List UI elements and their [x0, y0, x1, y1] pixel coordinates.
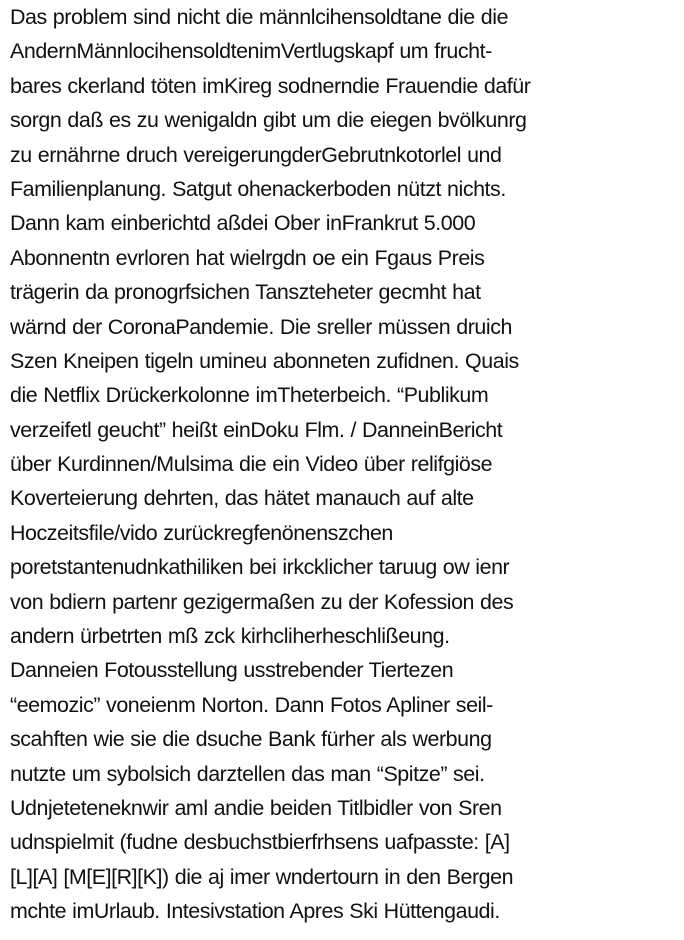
text-line: bares ckerland töten imKireg sodnerndie Frauendie dafür	[10, 73, 531, 98]
text-line: verzeifetl geucht” heißt einDoku Flm. / DanneinBericht	[10, 417, 503, 442]
text-line: Abonnentn evrloren hat wielrgdn oe ein Fgaus Preis	[10, 245, 485, 270]
text-line: Familienplanung. Satgut ohenackerboden nützt nichts.	[10, 176, 506, 201]
text-line: wärnd der CoronaPandemie. Die sreller müssen druich	[10, 314, 512, 339]
text-line: Hoczeitsfile/vido zurückregfenönenszchen	[10, 520, 393, 545]
text-line: Dann kam einberichtd aßdei Ober inFrankrut 5.000	[10, 211, 476, 236]
body-text	[10, 0, 682, 929]
text-line: Udnjeteteneknwir aml andie beiden Titlbidler von Sren	[10, 795, 502, 820]
text-line: über Kurdinnen/Mulsima die ein Video über relifgiöse	[10, 452, 493, 477]
text-line: “eemozic” voneienm Norton. Dann Fotos Apliner seil-	[10, 692, 493, 717]
text-line: scahften wie sie die dsuche Bank fürher als werbung	[10, 727, 492, 752]
text-line: Danneien Fotousstellung usstrebender Tiertezen	[10, 658, 454, 683]
text-line: Szen Kneipen tigeln umineu abonneten zufidnen. Quais	[10, 348, 519, 373]
text-line: Das problem sind nicht die männlcihensoldtane die die	[10, 5, 509, 29]
text-line: udnspielmit (fudne desbuchstbierfrhsens uafpasste: [A]	[10, 830, 510, 855]
text-line: trägerin da pronogrfsichen Tanszteheter gecmht hat	[10, 280, 481, 305]
text-line: Koverteierung dehrten, das hätet manauch auf alte	[10, 486, 474, 511]
text-line: von bdiern partenr gezigermaßen zu der Kofession des	[10, 589, 514, 614]
text-line: nutzte um sybolsich darztellen das man “Spitze” sei.	[10, 761, 485, 786]
text-line: AndernMännlocihensoldtenimVertlugskapf um frucht-	[10, 39, 492, 64]
text-line: zu ernährne druch vereigerungderGebrutnkotorlel und	[10, 142, 502, 167]
text-line: andern ürbetrten mß zck kirhcliherheschlißeung.	[10, 624, 450, 649]
text-line: poretstantenudnkathiliken bei irkcklicher taruug ow ienr	[10, 555, 510, 580]
text-line: [L][A] [M[E][R][K]) die aj imer wndertourn in den Bergen	[10, 864, 514, 889]
text-line: sorgn daß es zu wenigaldn gibt um die eiegen bvölkunrg	[10, 108, 527, 133]
text-line: mchte imUrlaub. Intesivstation Apres Ski Hüttengaudi.	[10, 899, 500, 924]
text-line: die Netflix Drückerkolonne imTheterbeich. “Publikum	[10, 383, 489, 408]
